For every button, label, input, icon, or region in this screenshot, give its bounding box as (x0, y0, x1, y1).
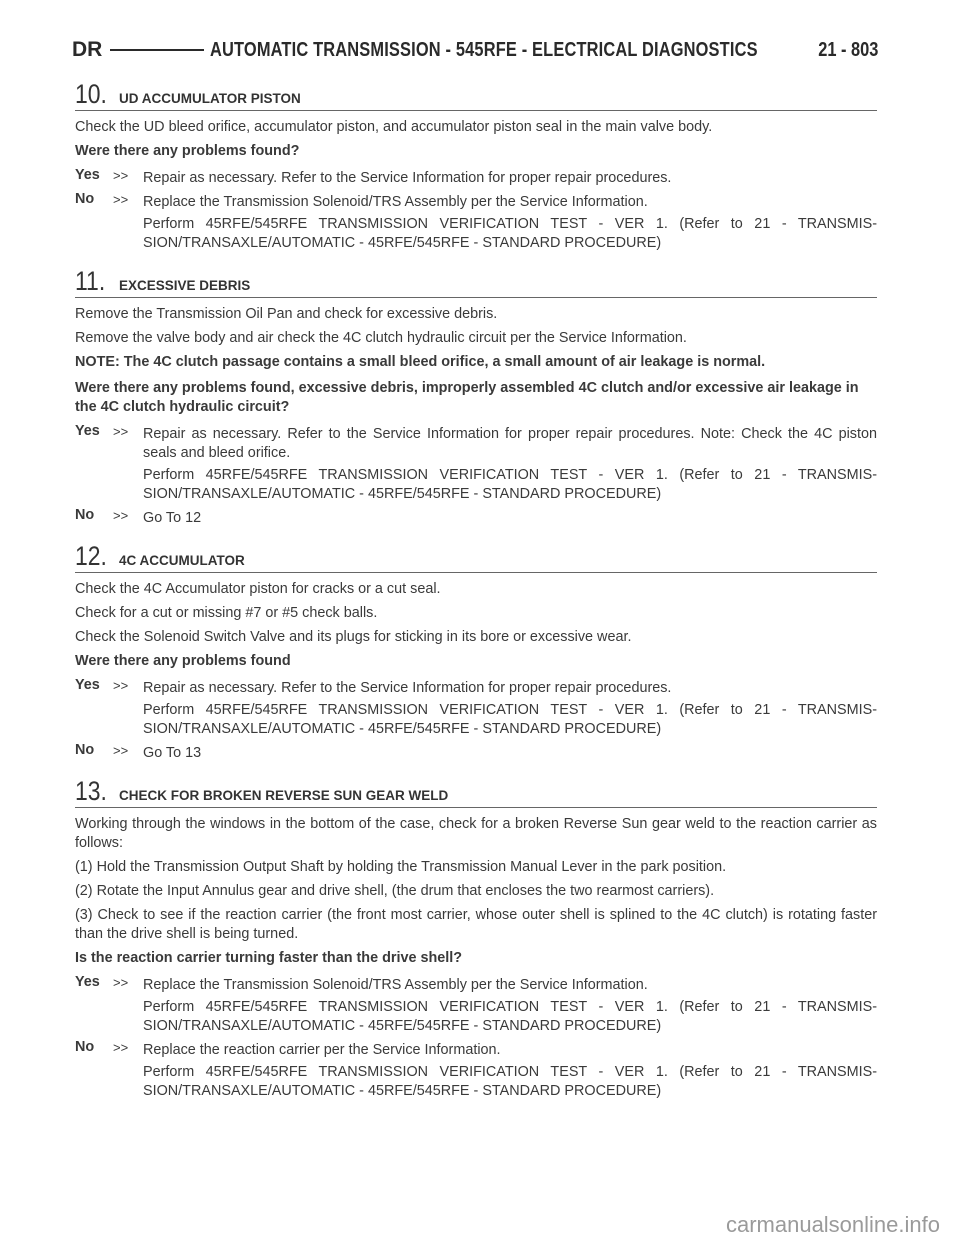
arrow-marker: >> (113, 508, 129, 523)
step-number: 13. (75, 776, 107, 806)
answer-text: Go To 12 (143, 510, 202, 526)
step-section (75, 777, 877, 1101)
answer-yes (75, 425, 877, 504)
answer-no (75, 193, 877, 253)
answer-label: No (75, 1039, 95, 1055)
step-title: EXCESSIVE DEBRIS (119, 278, 251, 293)
answer-text: Repair as necessary. Refer to the Service Information for proper repair procedures. (143, 170, 672, 186)
answer-label: No (75, 507, 95, 523)
instruction-text: Check for a cut or missing #7 or #5 check balls. (75, 605, 378, 621)
answer-yes (75, 679, 877, 739)
header-model: DR (72, 38, 103, 61)
answer-text: Perform 45RFE/545RFE TRANSMISSION VERIFICATION TEST - VER 1. (Refer to 21 - TRANSMIS-SION/TRANSAXLE/AUTOMATIC - 45RFE/545RFE - STANDARD PROCEDURE) (143, 999, 877, 1034)
question-text: Were there any problems found (75, 653, 291, 669)
arrow-marker: >> (113, 975, 129, 990)
step-heading (75, 80, 877, 111)
answer-text: Replace the Transmission Solenoid/TRS Assembly per the Service Information. (143, 977, 648, 993)
arrow-marker: >> (113, 678, 129, 693)
answer-label: Yes (75, 677, 100, 693)
arrow-marker: >> (113, 424, 129, 439)
answer-label: No (75, 191, 95, 207)
instruction-text: Check the UD bleed orifice, accumulator piston, and accumulator piston seal in the main valve body. (75, 119, 713, 135)
step-number: 10. (75, 79, 107, 109)
question-text: Were there any problems found? (75, 143, 300, 159)
answer-yes (75, 976, 877, 1036)
header-rule (110, 49, 204, 51)
header-title: AUTOMATIC TRANSMISSION - 545RFE - ELECTRICAL DIAGNOSTICS (210, 38, 758, 61)
step-title: UD ACCUMULATOR PISTON (119, 91, 301, 106)
answer-text: Repair as necessary. Refer to the Service Information for proper repair procedures. Note: Check the 4C piston seals and bleed orifice. (143, 426, 877, 461)
step-section (75, 80, 877, 253)
answer-yes (75, 169, 877, 188)
instruction-text: Check the 4C Accumulator piston for cracks or a cut seal. (75, 581, 441, 597)
answer-no (75, 744, 877, 763)
instruction-text: Working through the windows in the bottom of the case, check for a broken Reverse Sun gear weld to the reaction carrier as follows: (75, 816, 877, 851)
step-section (75, 267, 877, 528)
page-header (72, 36, 878, 64)
answer-label: Yes (75, 167, 100, 183)
arrow-marker: >> (113, 168, 129, 183)
answer-no (75, 1041, 877, 1101)
document-body (75, 80, 877, 1115)
question-text: Were there any problems found, excessive debris, improperly assembled 4C clutch and/or excessive air leakage in the 4C clutch hydraulic circuit? (75, 380, 859, 415)
page-number: 21 - 803 (817, 38, 878, 61)
answer-label: No (75, 742, 95, 758)
step-title: CHECK FOR BROKEN REVERSE SUN GEAR WELD (119, 788, 449, 803)
answer-text: Perform 45RFE/545RFE TRANSMISSION VERIFICATION TEST - VER 1. (Refer to 21 - TRANSMIS-SION/TRANSAXLE/AUTOMATIC - 45RFE/545RFE - STANDARD PROCEDURE) (143, 216, 877, 251)
answer-label: Yes (75, 423, 100, 439)
answer-text: Perform 45RFE/545RFE TRANSMISSION VERIFICATION TEST - VER 1. (Refer to 21 - TRANSMIS-SION/TRANSAXLE/AUTOMATIC - 45RFE/545RFE - STANDARD PROCEDURE) (143, 467, 877, 502)
step-heading (75, 777, 877, 808)
step-heading (75, 542, 877, 573)
answer-text: Repair as necessary. Refer to the Service Information for proper repair procedures. (143, 680, 672, 696)
instruction-text: Remove the valve body and air check the 4C clutch hydraulic circuit per the Service Information. (75, 330, 687, 346)
answer-text: Go To 13 (143, 745, 202, 761)
answer-text: Replace the reaction carrier per the Service Information. (143, 1042, 501, 1058)
arrow-marker: >> (113, 743, 129, 758)
arrow-marker: >> (113, 1040, 129, 1055)
arrow-marker: >> (113, 192, 129, 207)
step-number: 12. (75, 541, 107, 571)
answer-text: Perform 45RFE/545RFE TRANSMISSION VERIFICATION TEST - VER 1. (Refer to 21 - TRANSMIS-SION/TRANSAXLE/AUTOMATIC - 45RFE/545RFE - STANDARD PROCEDURE) (143, 702, 877, 737)
watermark-link[interactable]: carmanualsonline.info (725, 1212, 940, 1237)
instruction-text: Check the Solenoid Switch Valve and its plugs for sticking in its bore or excessive wear. (75, 629, 632, 645)
note-text: NOTE: The 4C clutch passage contains a small bleed orifice, a small amount of air leakage is normal. (75, 354, 766, 370)
answer-text: Perform 45RFE/545RFE TRANSMISSION VERIFICATION TEST - VER 1. (Refer to 21 - TRANSMIS-SION/TRANSAXLE/AUTOMATIC - 45RFE/545RFE - STANDARD PROCEDURE) (143, 1064, 877, 1099)
instruction-text: (3) Check to see if the reaction carrier (the front most carrier, whose outer shell is splined to the 4C clutch) is rotating faster than the drive shell is being turned. (75, 907, 877, 942)
instruction-text: (2) Rotate the Input Annulus gear and drive shell, (the drum that encloses the two rearmost carriers). (75, 883, 715, 899)
answer-no (75, 509, 877, 528)
step-title: 4C ACCUMULATOR (119, 553, 245, 568)
instruction-text: Remove the Transmission Oil Pan and check for excessive debris. (75, 306, 498, 322)
step-number: 11. (75, 266, 106, 296)
step-section (75, 542, 877, 763)
question-text: Is the reaction carrier turning faster than the drive shell? (75, 950, 463, 966)
answer-text: Replace the Transmission Solenoid/TRS Assembly per the Service Information. (143, 194, 648, 210)
instruction-text: (1) Hold the Transmission Output Shaft by holding the Transmission Manual Lever in the park position. (75, 859, 727, 875)
answer-label: Yes (75, 974, 100, 990)
step-heading (75, 267, 877, 298)
